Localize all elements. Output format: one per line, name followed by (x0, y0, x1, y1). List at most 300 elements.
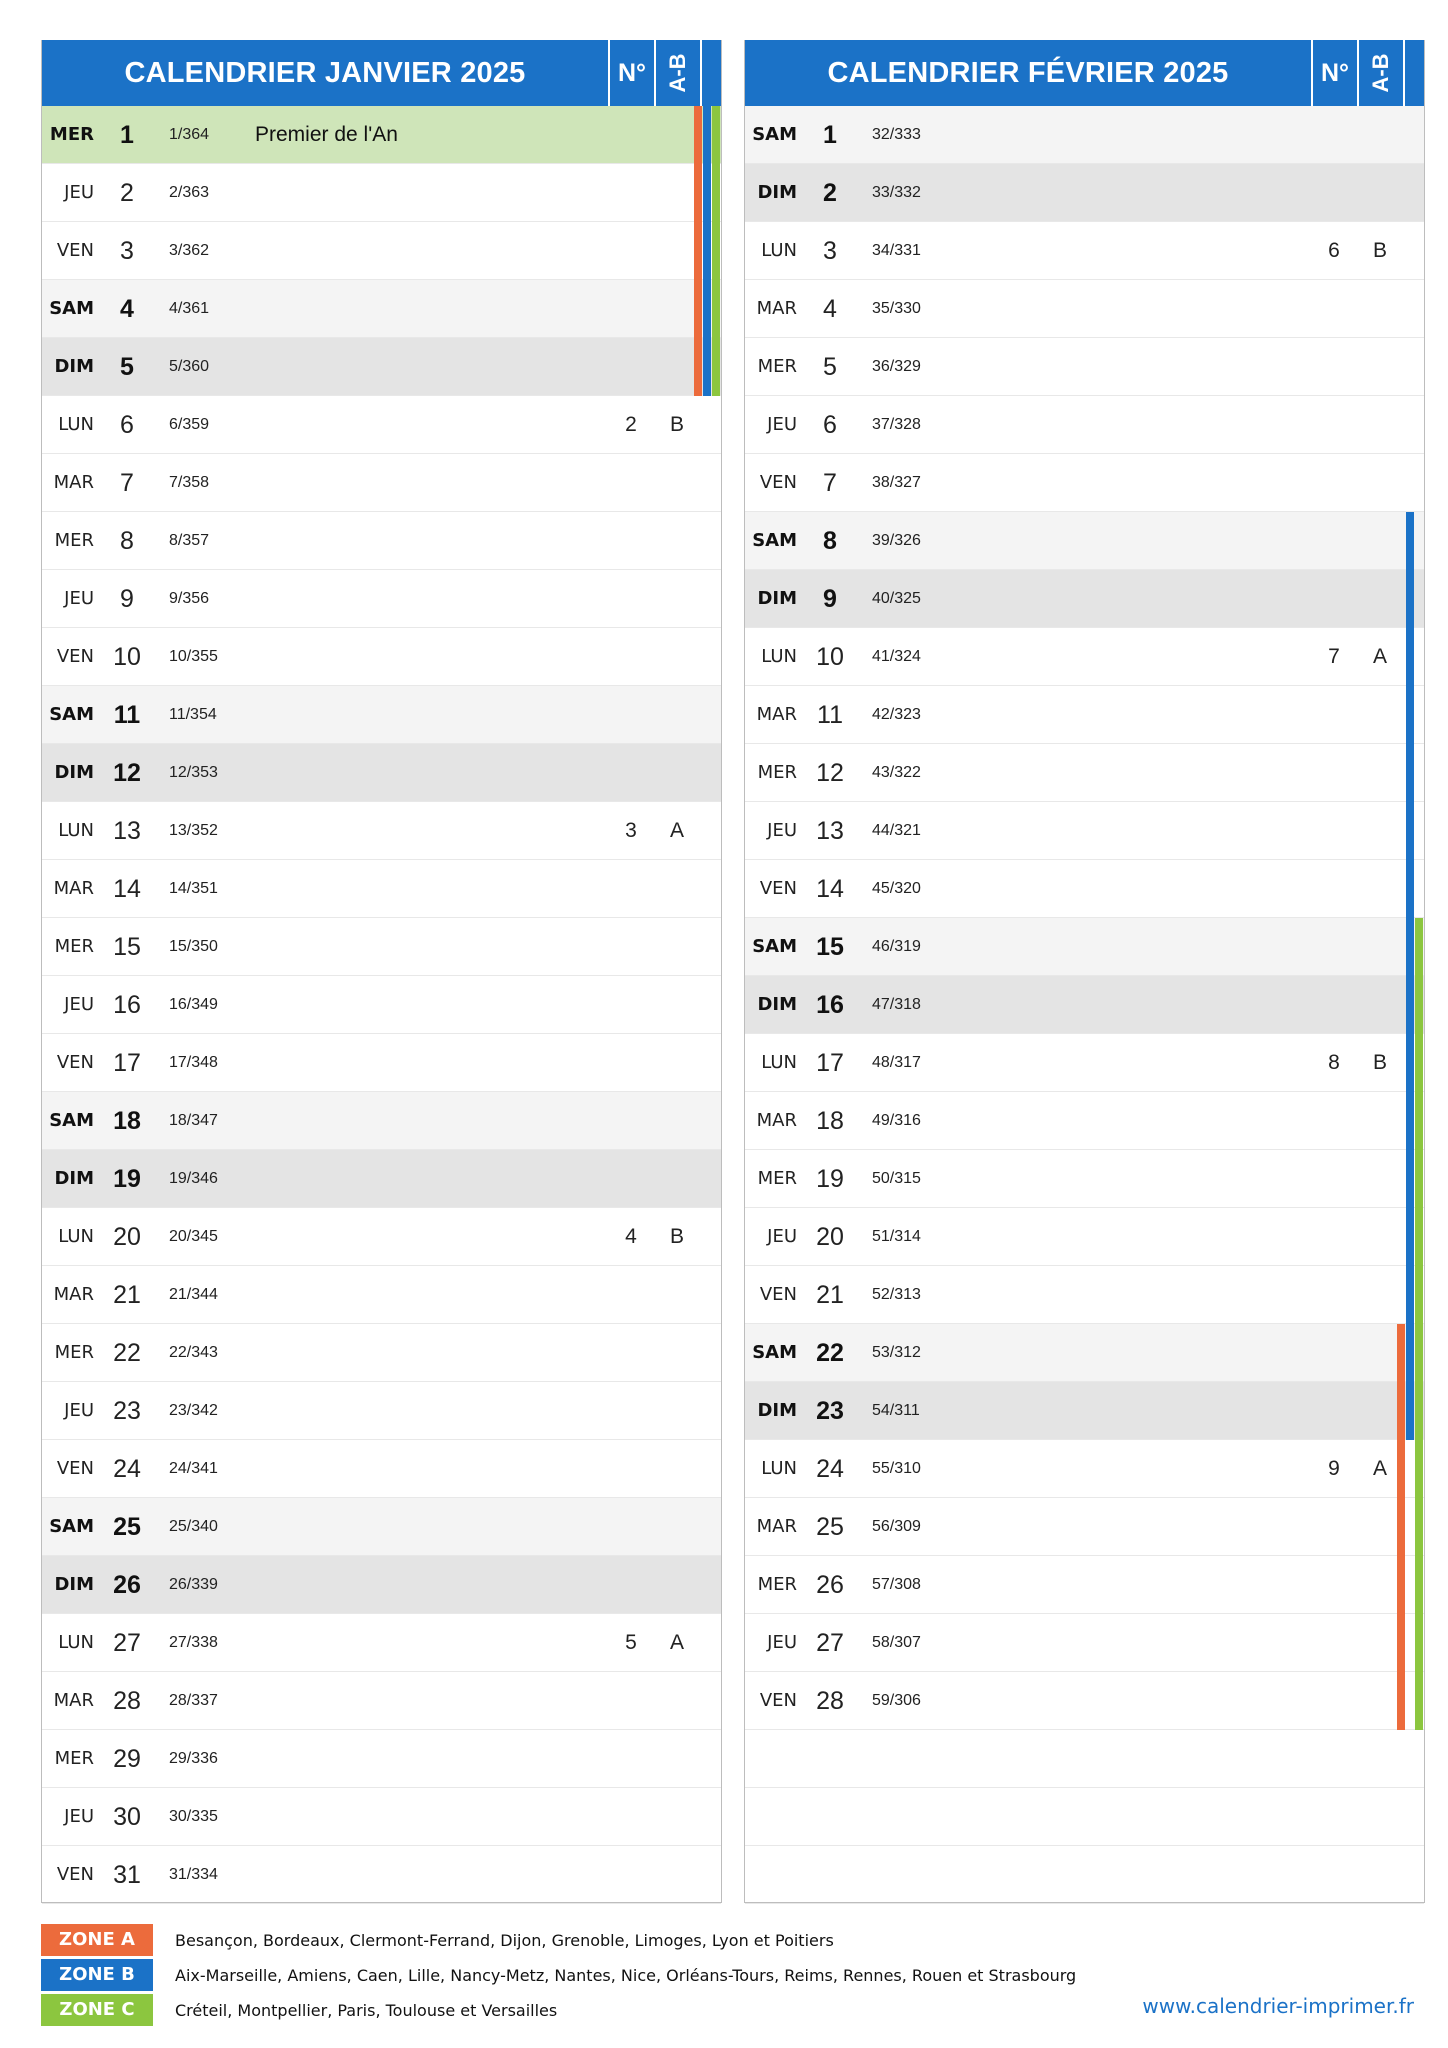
day-of-year: 24/341 (169, 1460, 218, 1477)
day-row (42, 1846, 721, 1904)
zone-c-holiday-bar (712, 338, 720, 396)
zone-cities: Aix-Marseille, Amiens, Caen, Lille, Nancy-Metz, Nantes, Nice, Orléans-Tours, Reims, Rennes, Rouen et Strasbourg (175, 1966, 1077, 1985)
zone-c-holiday-bar (1415, 1498, 1423, 1556)
zone-b-holiday-bar (703, 106, 711, 164)
legend-row (41, 1923, 1421, 1958)
weekday-name: MAR (756, 1110, 797, 1131)
zone-c-holiday-bar (1415, 1208, 1423, 1266)
zone-b-holiday-bar (1406, 1324, 1414, 1382)
day-row (745, 744, 1424, 802)
week-number: 4 (625, 1225, 637, 1248)
weekday-name: MER (757, 1168, 797, 1189)
weekday-name: VEN (759, 878, 797, 899)
day-of-year: 13/352 (169, 822, 218, 839)
weekday-name: DIM (54, 762, 94, 783)
day-number: 4 (823, 295, 837, 323)
day-row (745, 1092, 1424, 1150)
day-row (42, 1266, 721, 1324)
day-number: 9 (823, 585, 837, 613)
zone-c-holiday-bar (1415, 1382, 1423, 1440)
day-number: 27 (816, 1629, 844, 1657)
zone-b-holiday-bar (1406, 802, 1414, 860)
day-of-year: 36/329 (872, 358, 921, 375)
zone-b-holiday-bar (703, 338, 711, 396)
day-of-year: 18/347 (169, 1112, 218, 1129)
day-number: 1 (120, 121, 134, 149)
empty-row (745, 1846, 1424, 1904)
week-number-header: N° (608, 40, 654, 106)
day-number: 7 (120, 469, 134, 497)
weekday-name: MAR (756, 1516, 797, 1537)
day-number: 4 (120, 295, 134, 323)
day-row (42, 338, 721, 396)
day-number: 5 (823, 353, 837, 381)
day-of-year: 38/327 (872, 474, 921, 491)
day-number: 25 (816, 1513, 844, 1541)
zone-b-holiday-bar (703, 164, 711, 222)
day-row (745, 454, 1424, 512)
day-of-year: 55/310 (872, 1460, 921, 1477)
day-rows (745, 106, 1424, 1904)
day-of-year: 27/338 (169, 1634, 218, 1651)
day-number: 31 (113, 1861, 141, 1889)
day-of-year: 40/325 (872, 590, 921, 607)
zone-c-holiday-bar (1415, 976, 1423, 1034)
day-of-year: 42/323 (872, 706, 921, 723)
day-number: 19 (113, 1165, 141, 1193)
weekday-name: MAR (53, 1690, 94, 1711)
day-row (42, 454, 721, 512)
day-of-year: 12/353 (169, 764, 218, 781)
day-row (745, 338, 1424, 396)
day-row (745, 222, 1424, 280)
day-of-year: 1/364 (169, 126, 210, 143)
holiday-name: Premier de l'An (255, 123, 398, 146)
zone-cities: Besançon, Bordeaux, Clermont-Ferrand, Dijon, Grenoble, Limoges, Lyon et Poitiers (175, 1931, 834, 1950)
month-february (744, 40, 1425, 1903)
weekday-name: JEU (64, 1400, 94, 1421)
day-number: 25 (113, 1513, 141, 1541)
weekday-name: DIM (757, 1400, 797, 1421)
day-number: 7 (823, 469, 837, 497)
zone-c-holiday-bar (712, 222, 720, 280)
weekday-name: JEU (64, 182, 94, 203)
week-type: B (1372, 1051, 1387, 1074)
zone-b-holiday-bar (1406, 860, 1414, 918)
weekday-name: SAM (49, 704, 94, 725)
day-of-year: 9/356 (169, 590, 210, 607)
day-number: 15 (816, 933, 844, 961)
week-type: A (669, 1631, 684, 1654)
weekday-name: MER (54, 1748, 94, 1769)
day-of-year: 19/346 (169, 1170, 218, 1187)
day-number: 3 (120, 237, 134, 265)
weekday-name: DIM (54, 356, 94, 377)
day-number: 22 (816, 1339, 844, 1367)
zone-c-holiday-bar (1415, 1324, 1423, 1382)
day-of-year: 11/354 (169, 706, 217, 723)
weekday-name: MER (757, 356, 797, 377)
weekday-name: SAM (752, 530, 797, 551)
zone-a-holiday-bar (1397, 1498, 1405, 1556)
day-row (42, 1382, 721, 1440)
zone-b-holiday-bar (1406, 570, 1414, 628)
week-number: 2 (625, 413, 637, 436)
zone-c-holiday-bar (1415, 1614, 1423, 1672)
zone-b-holiday-bar (1406, 628, 1414, 686)
day-row (42, 1556, 721, 1614)
day-number: 2 (823, 179, 837, 207)
weekday-name: SAM (752, 124, 797, 145)
weekday-name: DIM (757, 182, 797, 203)
day-of-year: 17/348 (169, 1054, 218, 1071)
weekday-name: MAR (53, 1284, 94, 1305)
week-type-header: A-B (1357, 40, 1403, 106)
week-type-header: A-B (654, 40, 700, 106)
weekday-name: MER (757, 762, 797, 783)
day-row (745, 164, 1424, 222)
day-of-year: 25/340 (169, 1518, 218, 1535)
day-of-year: 5/360 (169, 358, 210, 375)
day-number: 13 (113, 817, 141, 845)
day-of-year: 30/335 (169, 1808, 218, 1825)
weekday-name: MER (54, 936, 94, 957)
day-of-year: 46/319 (872, 938, 921, 955)
week-number: 5 (625, 1631, 637, 1654)
day-of-year: 6/359 (169, 416, 210, 433)
day-number: 24 (816, 1455, 844, 1483)
zone-a-holiday-bar (694, 280, 702, 338)
day-of-year: 26/339 (169, 1576, 218, 1593)
day-number: 24 (113, 1455, 141, 1483)
zone-c-holiday-bar (1415, 1266, 1423, 1324)
zone-badge: ZONE C (41, 1994, 153, 2026)
day-number: 12 (816, 759, 844, 787)
day-row (42, 570, 721, 628)
day-number: 3 (823, 237, 837, 265)
zone-b-holiday-bar (1406, 1150, 1414, 1208)
day-row (42, 280, 721, 338)
week-type: B (1372, 239, 1387, 262)
weekday-name: MER (54, 530, 94, 551)
weekday-name: SAM (49, 298, 94, 319)
day-row (745, 1382, 1424, 1440)
day-row (42, 1324, 721, 1382)
weekday-name: VEN (759, 1690, 797, 1711)
day-number: 2 (120, 179, 134, 207)
weekday-name: JEU (64, 1806, 94, 1827)
day-of-year: 15/350 (169, 938, 218, 955)
day-of-year: 37/328 (872, 416, 921, 433)
day-row (42, 1614, 721, 1672)
month-header (745, 40, 1424, 106)
website-link[interactable]: www.calendrier-imprimer.fr (1142, 1994, 1414, 2018)
zone-a-holiday-bar (1397, 1672, 1405, 1730)
day-row (745, 396, 1424, 454)
day-of-year: 51/314 (872, 1228, 921, 1245)
zone-c-holiday-bar (1415, 1150, 1423, 1208)
day-row (745, 280, 1424, 338)
weekday-name: DIM (54, 1574, 94, 1595)
day-row (745, 1324, 1424, 1382)
day-number: 21 (113, 1281, 141, 1309)
day-of-year: 50/315 (872, 1170, 921, 1187)
day-row (745, 686, 1424, 744)
day-of-year: 48/317 (872, 1054, 921, 1071)
day-row (42, 802, 721, 860)
day-of-year: 53/312 (872, 1344, 921, 1361)
legend-row (41, 1958, 1421, 1993)
weekday-name: JEU (64, 994, 94, 1015)
day-number: 13 (816, 817, 844, 845)
day-row (42, 396, 721, 454)
day-number: 10 (816, 643, 844, 671)
day-row (42, 222, 721, 280)
weekday-name: MAR (53, 472, 94, 493)
day-row (745, 628, 1424, 686)
day-of-year: 8/357 (169, 532, 210, 549)
zone-c-holiday-bar (1415, 1672, 1423, 1730)
day-of-year: 34/331 (872, 242, 921, 259)
day-number: 23 (113, 1397, 141, 1425)
day-of-year: 59/306 (872, 1692, 921, 1709)
day-row (745, 1440, 1424, 1498)
day-of-year: 14/351 (169, 880, 218, 897)
zone-badge: ZONE A (41, 1924, 153, 1956)
zone-a-holiday-bar (1397, 1556, 1405, 1614)
month-title: CALENDRIER JANVIER 2025 (124, 57, 526, 89)
weekday-name: LUN (58, 1632, 94, 1653)
day-row (745, 860, 1424, 918)
weekday-name: VEN (56, 240, 94, 261)
zone-b-holiday-bar (1406, 1092, 1414, 1150)
weekday-name: DIM (757, 994, 797, 1015)
weekday-name: MER (757, 1574, 797, 1595)
weekday-name: LUN (58, 820, 94, 841)
day-row (745, 1614, 1424, 1672)
day-number: 12 (113, 759, 141, 787)
week-type: A (669, 819, 684, 842)
weekday-name: MAR (756, 298, 797, 319)
day-row (42, 1498, 721, 1556)
zone-header-spacer (700, 40, 723, 106)
zone-c-holiday-bar (1415, 1092, 1423, 1150)
weekday-name: SAM (49, 1110, 94, 1131)
day-of-year: 7/358 (169, 474, 210, 491)
day-of-year: 2/363 (169, 184, 210, 201)
day-of-year: 39/326 (872, 532, 921, 549)
day-number: 17 (113, 1049, 141, 1077)
weekday-name: DIM (757, 588, 797, 609)
day-number: 26 (816, 1571, 844, 1599)
day-number: 23 (816, 1397, 844, 1425)
zone-c-holiday-bar (1415, 918, 1423, 976)
weekday-name: LUN (761, 646, 797, 667)
day-row (745, 512, 1424, 570)
day-number: 20 (113, 1223, 141, 1251)
zone-a-holiday-bar (1397, 1614, 1405, 1672)
weekday-name: VEN (56, 646, 94, 667)
day-row (42, 1208, 721, 1266)
zone-a-holiday-bar (694, 164, 702, 222)
day-number: 28 (113, 1687, 141, 1715)
day-of-year: 10/355 (169, 648, 218, 665)
day-number: 10 (113, 643, 141, 671)
weekday-name: VEN (759, 1284, 797, 1305)
week-number: 8 (1328, 1051, 1340, 1074)
weekday-name: SAM (49, 1516, 94, 1537)
day-row (42, 106, 721, 164)
day-row (42, 1440, 721, 1498)
day-of-year: 45/320 (872, 880, 921, 897)
weekday-name: VEN (759, 472, 797, 493)
day-row (745, 1266, 1424, 1324)
empty-row (745, 1730, 1424, 1788)
zone-a-holiday-bar (1397, 1382, 1405, 1440)
day-of-year: 33/332 (872, 184, 921, 201)
day-number: 11 (817, 701, 843, 729)
zone-c-holiday-bar (712, 106, 720, 164)
weekday-name: VEN (56, 1052, 94, 1073)
day-of-year: 57/308 (872, 1576, 921, 1593)
week-type: A (1372, 645, 1387, 668)
day-row (745, 1150, 1424, 1208)
day-row (745, 570, 1424, 628)
zone-c-holiday-bar (712, 280, 720, 338)
day-number: 28 (816, 1687, 844, 1715)
day-row (42, 1150, 721, 1208)
zone-c-holiday-bar (1415, 1556, 1423, 1614)
day-row (42, 1672, 721, 1730)
day-row (42, 686, 721, 744)
weekday-name: JEU (767, 1632, 797, 1653)
day-number: 9 (120, 585, 134, 613)
day-of-year: 49/316 (872, 1112, 921, 1129)
zone-a-holiday-bar (694, 106, 702, 164)
weekday-name: LUN (761, 1052, 797, 1073)
week-number: 6 (1328, 239, 1340, 262)
day-number: 6 (823, 411, 837, 439)
day-number: 8 (120, 527, 134, 555)
day-number: 26 (113, 1571, 141, 1599)
week-type: B (669, 1225, 684, 1248)
day-row (42, 1730, 721, 1788)
day-row (745, 976, 1424, 1034)
day-number: 17 (816, 1049, 844, 1077)
day-rows (42, 106, 721, 1904)
day-of-year: 22/343 (169, 1344, 218, 1361)
zone-b-holiday-bar (703, 222, 711, 280)
day-of-year: 56/309 (872, 1518, 921, 1535)
day-of-year: 29/336 (169, 1750, 218, 1767)
zone-b-holiday-bar (1406, 1382, 1414, 1440)
zone-b-holiday-bar (1406, 744, 1414, 802)
day-number: 29 (113, 1745, 141, 1773)
weekday-name: LUN (58, 414, 94, 435)
day-of-year: 52/313 (872, 1286, 921, 1303)
day-row (745, 918, 1424, 976)
zone-b-holiday-bar (703, 280, 711, 338)
weekday-name: DIM (54, 1168, 94, 1189)
day-row (42, 1092, 721, 1150)
day-number: 30 (113, 1803, 141, 1831)
weekday-name: MER (54, 1342, 94, 1363)
zone-b-holiday-bar (1406, 1034, 1414, 1092)
zone-badge: ZONE B (41, 1959, 153, 1991)
day-of-year: 41/324 (872, 648, 921, 665)
week-number: 7 (1328, 645, 1340, 668)
day-row (42, 628, 721, 686)
day-number: 22 (113, 1339, 141, 1367)
day-number: 19 (816, 1165, 844, 1193)
zone-c-holiday-bar (1415, 1440, 1423, 1498)
day-row (42, 1034, 721, 1092)
day-row (745, 106, 1424, 164)
day-row (42, 860, 721, 918)
weekday-name: MAR (756, 704, 797, 725)
day-number: 5 (120, 353, 134, 381)
day-number: 14 (816, 875, 844, 903)
weekday-name: MER (49, 124, 94, 145)
day-number: 18 (816, 1107, 844, 1135)
weekday-name: JEU (64, 588, 94, 609)
day-of-year: 3/362 (169, 242, 210, 259)
day-of-year: 31/334 (169, 1866, 218, 1883)
day-number: 8 (823, 527, 837, 555)
day-of-year: 28/337 (169, 1692, 218, 1709)
day-row (745, 1556, 1424, 1614)
day-row (42, 918, 721, 976)
day-row (745, 1498, 1424, 1556)
zone-header-spacer (1403, 40, 1426, 106)
weekday-name: VEN (56, 1864, 94, 1885)
weekday-name: SAM (752, 936, 797, 957)
zone-b-holiday-bar (1406, 976, 1414, 1034)
week-type: B (669, 413, 684, 436)
weekday-name: LUN (58, 1226, 94, 1247)
weekday-name: JEU (767, 414, 797, 435)
zone-c-holiday-bar (712, 164, 720, 222)
zone-c-holiday-bar (1415, 1034, 1423, 1092)
zone-a-holiday-bar (694, 338, 702, 396)
weekday-name: VEN (56, 1458, 94, 1479)
day-row (42, 164, 721, 222)
month-january (41, 40, 722, 1903)
day-of-year: 4/361 (169, 300, 210, 317)
zone-b-holiday-bar (1406, 918, 1414, 976)
day-row (745, 802, 1424, 860)
day-number: 21 (816, 1281, 844, 1309)
zone-a-holiday-bar (694, 222, 702, 280)
zone-b-holiday-bar (1406, 1266, 1414, 1324)
month-title: CALENDRIER FÉVRIER 2025 (827, 57, 1229, 89)
day-number: 15 (113, 933, 141, 961)
week-type: A (1372, 1457, 1387, 1480)
zone-a-holiday-bar (1397, 1440, 1405, 1498)
empty-row (745, 1788, 1424, 1846)
weekday-name: JEU (767, 820, 797, 841)
weekday-name: LUN (761, 1458, 797, 1479)
day-of-year: 43/322 (872, 764, 921, 781)
day-of-year: 16/349 (169, 996, 218, 1013)
week-number-header: N° (1311, 40, 1357, 106)
zone-b-holiday-bar (1406, 512, 1414, 570)
day-number: 14 (113, 875, 141, 903)
day-number: 1 (823, 121, 837, 149)
day-row (42, 512, 721, 570)
week-number: 3 (625, 819, 637, 842)
week-number: 9 (1328, 1457, 1340, 1480)
